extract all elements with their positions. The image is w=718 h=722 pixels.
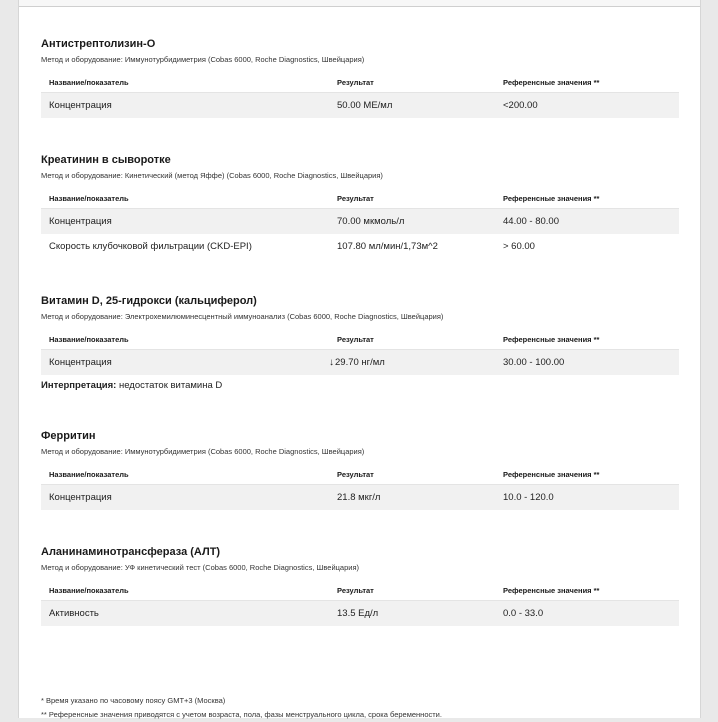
header-name: Название/показатель: [49, 334, 129, 344]
table-row: [41, 485, 679, 510]
section-method: Метод и оборудование: Кинетический (метод Яффе) (Cobas 6000, Roche Diagnostics, Швейцария): [41, 171, 383, 180]
table-header: [41, 329, 679, 350]
header-ref: Референсные значения **: [503, 193, 600, 203]
header-name: Название/показатель: [49, 469, 129, 479]
row-name: Активность: [49, 608, 99, 619]
header-result: Результат: [337, 334, 374, 344]
table-row: [41, 209, 679, 234]
section-title: Ферритин: [41, 430, 96, 442]
header-ref: Референсные значения **: [503, 334, 600, 344]
row-ref: 30.00 - 100.00: [503, 357, 565, 368]
header-result: Результат: [337, 469, 374, 479]
footnote-timezone: * Время указано по часовому поясу GMT+3 (Москва): [41, 696, 226, 705]
section-title: Антистрептолизин-О: [41, 38, 156, 50]
table-row: [41, 350, 679, 375]
table-row: [41, 601, 679, 626]
row-result: 21.8 мкг/л: [337, 492, 381, 503]
row-result: 13.5 Ед/л: [337, 608, 379, 619]
header-ref: Референсные значения **: [503, 77, 600, 87]
interpretation-text: недостаток витамина D: [116, 380, 223, 391]
table-row: [41, 234, 679, 259]
page-top-edge: [19, 0, 700, 7]
row-result-cell: [329, 350, 385, 375]
section-method: Метод и оборудование: Иммунотурбидиметрия (Cobas 6000, Roche Diagnostics, Швейцария): [41, 447, 365, 456]
header-ref: Референсные значения **: [503, 585, 600, 595]
section-method: Метод и оборудование: Электрохемилюминесцентный иммуноанализ (Cobas 6000, Roche Diagnostics, Швейцария): [41, 312, 444, 321]
report-page: [18, 0, 701, 718]
section-title: Аланинаминотрансфераза (АЛТ): [41, 546, 221, 558]
row-result: 70.00 мкмоль/л: [337, 216, 405, 227]
header-name: Название/показатель: [49, 193, 129, 203]
section-title: Креатинин в сыворотке: [41, 154, 171, 166]
row-name: Концентрация: [49, 492, 112, 503]
row-result: 107.80 мл/мин/1,73м^2: [337, 241, 438, 252]
row-result: 29.70 нг/мл: [335, 357, 385, 368]
row-name: Концентрация: [49, 357, 112, 368]
section-creatinine: [41, 152, 679, 259]
row-name: Концентрация: [49, 216, 112, 227]
row-ref: 44.00 - 80.00: [503, 216, 559, 227]
section-alt: [41, 544, 679, 626]
row-ref: 0.0 - 33.0: [503, 608, 544, 619]
header-name: Название/показатель: [49, 585, 129, 595]
arrow-down-icon: ↓: [329, 357, 334, 368]
interpretation-label: Интерпретация:: [41, 380, 117, 391]
section-method: Метод и оборудование: Иммунотурбидиметрия (Cobas 6000, Roche Diagnostics, Швейцария): [41, 55, 365, 64]
row-ref: 10.0 - 120.0: [503, 492, 554, 503]
section-title: Витамин D, 25-гидрокси (кальциферол): [41, 295, 257, 307]
row-name: Концентрация: [49, 100, 112, 111]
section-vitamin-d: [41, 293, 679, 391]
table-header: [41, 580, 679, 601]
row-result: 50.00 МЕ/мл: [337, 100, 393, 111]
section-ferritin: [41, 428, 679, 510]
row-name: Скорость клубочковой фильтрации (CKD-EPI): [49, 241, 252, 252]
interpretation: [41, 380, 679, 391]
table-header: [41, 188, 679, 209]
table-header: [41, 464, 679, 485]
header-result: Результат: [337, 193, 374, 203]
section-antistreptolysin: [41, 36, 679, 118]
row-ref: > 60.00: [503, 241, 535, 252]
header-name: Название/показатель: [49, 77, 129, 87]
header-ref: Референсные значения **: [503, 469, 600, 479]
row-ref: <200.00: [503, 100, 538, 111]
section-method: Метод и оборудование: УФ кинетический тест (Cobas 6000, Roche Diagnostics, Швейцария): [41, 563, 360, 572]
footnote-reference: ** Референсные значения приводятся с учетом возраста, пола, фазы менструального цикла, срока беременности.: [41, 710, 442, 719]
header-result: Результат: [337, 77, 374, 87]
table-row: [41, 93, 679, 118]
table-header: [41, 72, 679, 93]
header-result: Результат: [337, 585, 374, 595]
